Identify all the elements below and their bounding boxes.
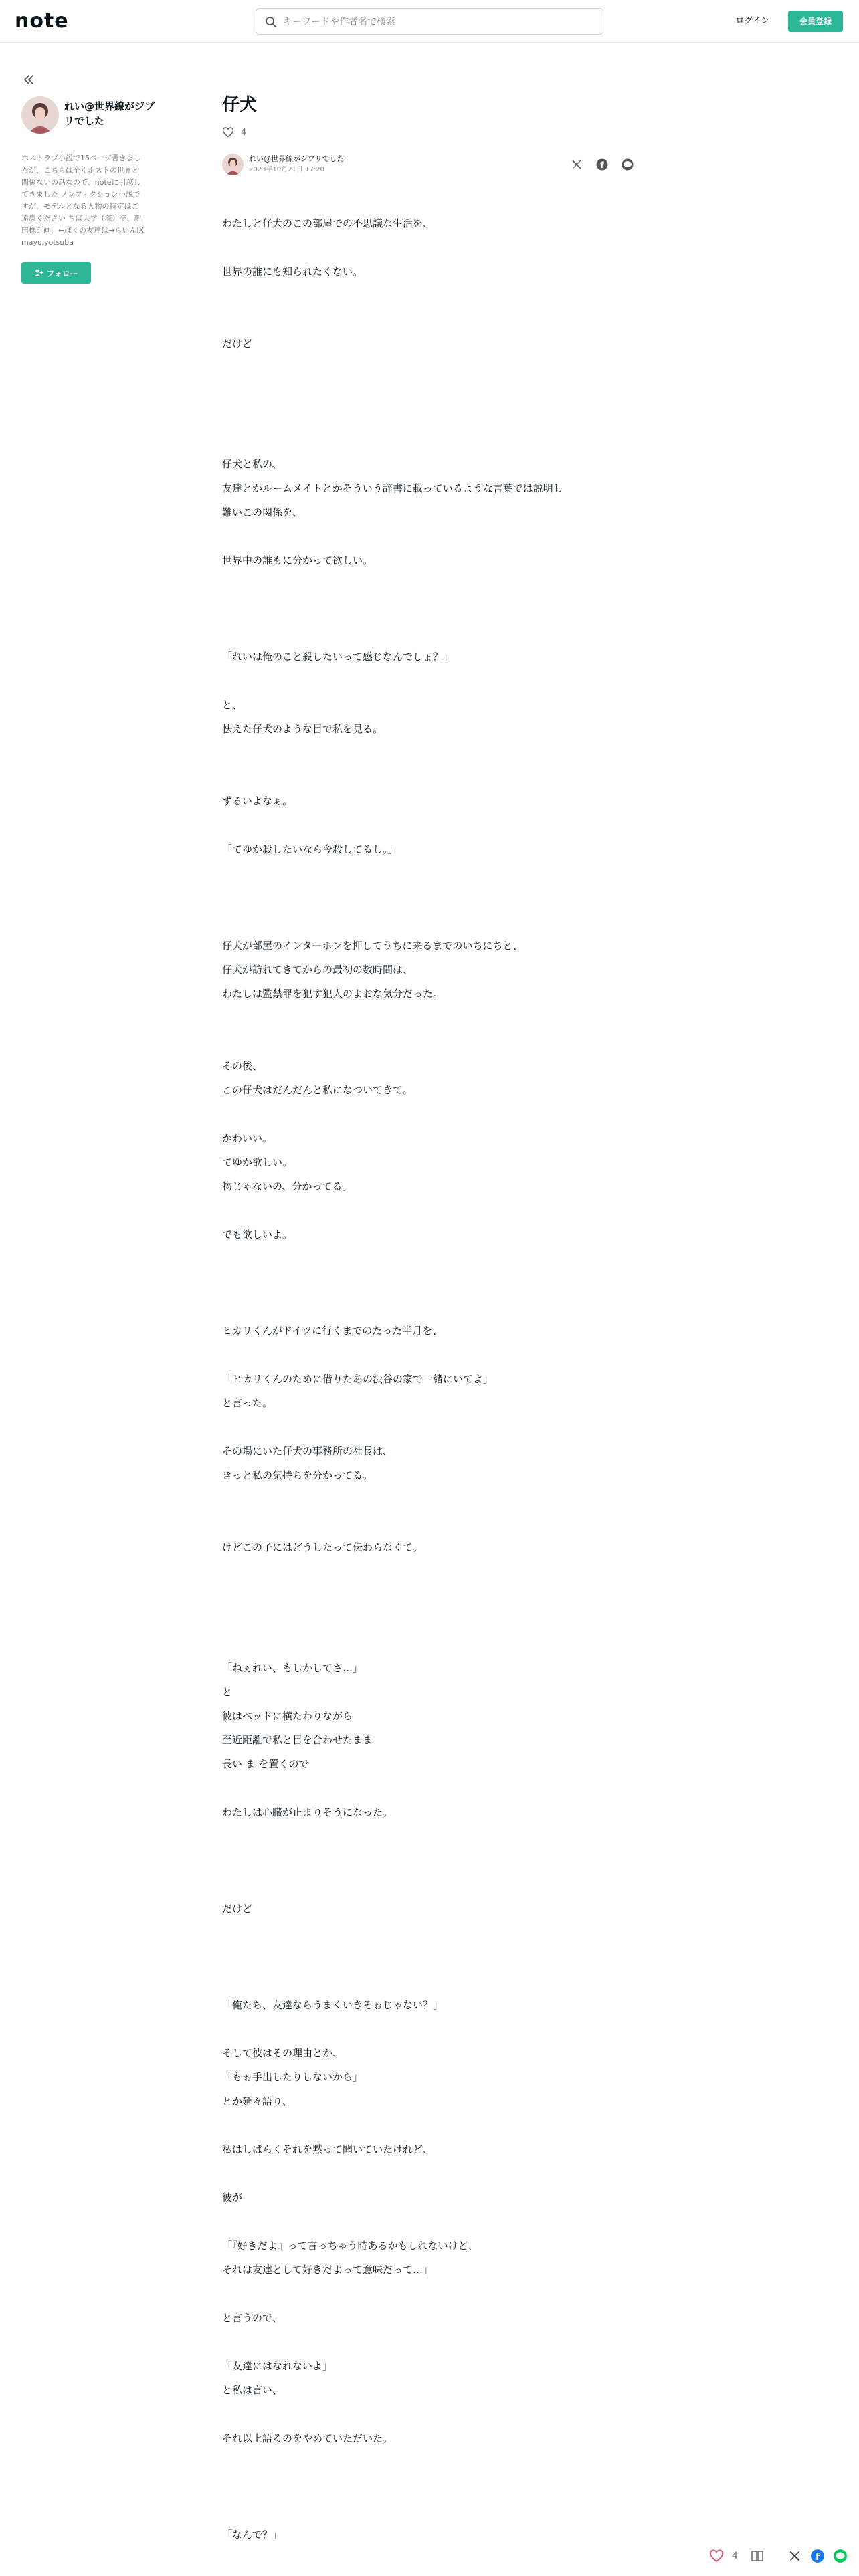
body-paragraph-line: 「てゆか殺したいなら今殺してるし。」 [222, 843, 398, 855]
body-paragraph-line: だけど [222, 338, 253, 350]
svg-text:f: f [815, 2552, 820, 2563]
body-paragraph-line: ずるいよなぁ。 [222, 795, 293, 807]
body-paragraph-line: だけど [222, 1903, 253, 1915]
body-paragraph-line: それ以上語るのをやめていただいた。 [222, 2432, 393, 2444]
body-paragraph-line: 仔犬が訪れてきてからの最初の数時間は、 [222, 964, 413, 976]
author-name[interactable]: れい@世界線がジブリでした [64, 100, 155, 127]
body-paragraph-line: 「『好きだよ』って言っちゃう時あるかもしれないけど、 [222, 2240, 478, 2252]
bottom-like-count[interactable]: 4 [732, 2551, 738, 2561]
body-paragraph-line: それは友達として好きだよって意味だって…」 [222, 2264, 434, 2276]
meta-author-name[interactable]: れい@世界線がジブリでした [249, 154, 345, 163]
search-input[interactable] [283, 14, 591, 30]
body-paragraph-line: と [222, 1686, 233, 1698]
signup-button[interactable]: 会員登録 [788, 11, 843, 32]
facebook-share-icon[interactable] [810, 2549, 825, 2563]
search-box[interactable] [256, 8, 603, 35]
article-title: 仔犬 [222, 95, 258, 115]
note-logo[interactable]: note [15, 9, 69, 33]
line-share-icon[interactable] [833, 2549, 848, 2563]
follow-label: フォロー [46, 268, 78, 278]
body-paragraph-line: その後、 [222, 1060, 263, 1072]
body-paragraph-line: 難いこの関係を、 [222, 506, 303, 518]
follow-button[interactable] [21, 262, 91, 284]
svg-text:f: f [600, 160, 604, 170]
body-paragraph-line: そして彼はその理由とか、 [222, 2047, 343, 2059]
body-paragraph-line: その場にいた仔犬の事務所の社長は、 [222, 1445, 393, 1457]
body-paragraph-line: 世界中の誰もに分かって欲しい。 [222, 554, 373, 566]
collapse-sidebar-icon[interactable] [21, 72, 36, 87]
x-share-icon[interactable] [570, 158, 583, 171]
body-paragraph-line: 「ねぇれい、もしかしてさ…」 [222, 1662, 363, 1674]
heart-icon[interactable] [709, 2549, 724, 2563]
body-paragraph-line: けどこの子にはどうしたって伝わらなくて。 [222, 1541, 423, 1553]
body-paragraph-line: わたしと仔犬のこの部屋での不思議な生活を、 [222, 217, 434, 229]
add-user-icon [34, 268, 43, 278]
bottom-action-bar [709, 2544, 848, 2568]
body-paragraph-line: 「もぉ手出したりしないから」 [222, 2071, 363, 2083]
body-paragraph-line: 彼が [222, 2191, 243, 2204]
author-avatar[interactable] [21, 96, 59, 134]
body-paragraph-line: ヒカリくんがドイツに行くまでのたった半月を、 [222, 1325, 443, 1337]
body-paragraph-line: でも欲しいよ。 [222, 1228, 293, 1241]
meta-author-avatar[interactable] [222, 154, 244, 175]
body-paragraph-line: 「れいは俺のこと殺したいって感じなんでしょ？」 [222, 651, 454, 663]
body-paragraph-line: わたしは心臓が止まりそうになった。 [222, 1806, 393, 1818]
body-paragraph-line: 仔犬が部屋のインターホンを押してうちに来るまでのいちにちと、 [222, 940, 523, 952]
body-paragraph-line: わたしは監禁罪を犯す犯人のよおな気分だった。 [222, 988, 444, 1000]
body-paragraph-line: と言った。 [222, 1397, 273, 1409]
body-paragraph-line: 至近距離で私と目を合わせたまま [222, 1734, 373, 1746]
body-paragraph-line: きっと私の気持ちを分かってる。 [222, 1469, 373, 1481]
body-paragraph-line: 怯えた仔犬のような目で私を見る。 [222, 723, 383, 735]
x-share-icon[interactable] [787, 2549, 802, 2563]
body-paragraph-line: 彼はベッドに横たわりながら [222, 1710, 353, 1722]
body-paragraph-line: 物じゃないの、分かってる。 [222, 1180, 353, 1192]
body-paragraph-line: と、 [222, 699, 243, 711]
body-paragraph-line: この仔犬はだんだんと私になついてきて。 [222, 1084, 413, 1096]
body-paragraph-line: と言うので、 [222, 2312, 282, 2324]
body-paragraph-line: 私はしばらくそれを黙って聞いていたけれど、 [222, 2143, 434, 2155]
line-share-icon[interactable] [621, 158, 634, 171]
body-paragraph-line: 「俺たち、友達ならうまくいきそぉじゃない？」 [222, 1999, 444, 2011]
body-paragraph-line: てゆか欲しい。 [222, 1156, 293, 1168]
body-paragraph-line: とか延々語り、 [222, 2095, 293, 2107]
facebook-share-icon[interactable] [595, 158, 609, 171]
heart-icon[interactable] [222, 126, 234, 138]
like-count[interactable]: 4 [241, 127, 247, 138]
author-bio: ホストラブ小説で15ページ書きましたが、こちらは全くホストの世界と関係ないの話なので、noteに引越してきました ノンフィクション小説ですが、モデルとなる人物の特定はご遠慮ください ちば大学（流）卒、新巴株計画、←ぼくの友達は→らいんIX mayo.yotsuba [21, 154, 145, 247]
body-paragraph-line: 「ヒカリくんのために借りたあの渋谷の家で一緒にいてよ」 [222, 1373, 494, 1385]
body-paragraph-line: 仔犬と私の、 [222, 458, 282, 470]
site-header [0, 0, 859, 43]
body-paragraph-line: 友達とかルームメイトとかそういう辞書に載っているような言葉では説明し [222, 482, 563, 494]
body-paragraph-line: 「友達にはなれないよ」 [222, 2360, 333, 2372]
search-icon [264, 15, 278, 29]
body-paragraph-line: と私は言い、 [222, 2384, 283, 2396]
body-paragraph-line: 長い ま を置くので [222, 1758, 309, 1770]
magazine-icon[interactable] [750, 2549, 765, 2563]
login-button[interactable]: ログイン [735, 16, 770, 26]
body-paragraph-line: 「なんで？」 [222, 2529, 283, 2541]
publish-date: 2023年10月21日 17:20 [249, 166, 324, 173]
share-icons [570, 158, 634, 171]
body-paragraph-line: 世界の誰にも知られたくない。 [222, 265, 363, 278]
like-row [222, 126, 246, 139]
body-paragraph-line: かわいい。 [222, 1132, 273, 1144]
